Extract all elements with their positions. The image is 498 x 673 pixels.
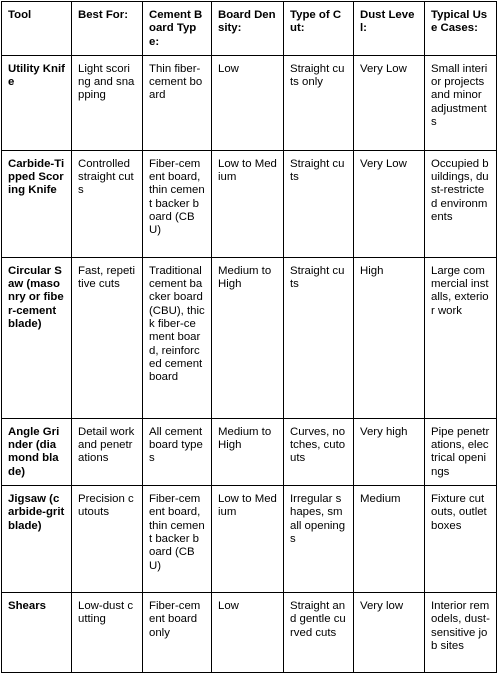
dust-level-cell: Very low (354, 593, 425, 673)
header-use-cases: Typical Use Cases: (425, 2, 497, 56)
use-cases-cell: Large commercial installs, exterior work (425, 257, 497, 418)
dust-level-cell: High (354, 257, 425, 418)
table-row (2, 486, 497, 593)
dust-level-cell: Medium (354, 486, 425, 593)
header-board-type: Cement Board Type: (143, 2, 212, 56)
table-row (2, 593, 497, 673)
best-for-cell: Controlled straight cuts (72, 150, 143, 257)
header-dust-level: Dust Level: (354, 2, 425, 56)
board-density-cell: Low (212, 593, 284, 673)
use-cases-cell: Pipe penetrations, electrical openings (425, 418, 497, 485)
dust-level-cell: Very high (354, 418, 425, 485)
board-type-cell: Traditional cement backer board (CBU), thick fiber-cement board, reinforced cement board (143, 257, 212, 418)
board-density-cell: Medium to High (212, 418, 284, 485)
board-density-cell: Low to Medium (212, 150, 284, 257)
dust-level-cell: Very Low (354, 150, 425, 257)
use-cases-cell: Occupied buildings, dust-restricted environments (425, 150, 497, 257)
best-for-cell: Detail work and penetrations (72, 418, 143, 485)
use-cases-cell: Fixture cutouts, outlet boxes (425, 486, 497, 593)
header-type-of-cut: Type of Cut: (284, 2, 354, 56)
board-type-cell: Thin fiber-cement board (143, 55, 212, 150)
header-tool: Tool (2, 2, 72, 56)
type-of-cut-cell: Straight cuts (284, 257, 354, 418)
tool-cell: Circular Saw (masonry or fiber-cement blade) (2, 257, 72, 418)
use-cases-cell: Small interior projects and minor adjustments (425, 55, 497, 150)
board-density-cell: Low to Medium (212, 486, 284, 593)
best-for-cell: Low-dust cutting (72, 593, 143, 673)
type-of-cut-cell: Irregular shapes, small openings (284, 486, 354, 593)
best-for-cell: Precision cutouts (72, 486, 143, 593)
type-of-cut-cell: Straight cuts (284, 150, 354, 257)
cutting-tools-table (1, 1, 497, 673)
board-density-cell: Low (212, 55, 284, 150)
best-for-cell: Fast, repetitive cuts (72, 257, 143, 418)
type-of-cut-cell: Straight and gentle curved cuts (284, 593, 354, 673)
tool-cell: Utility Knife (2, 55, 72, 150)
type-of-cut-cell: Straight cuts only (284, 55, 354, 150)
header-best-for: Best For: (72, 2, 143, 56)
board-density-cell: Medium to High (212, 257, 284, 418)
board-type-cell: Fiber-cement board only (143, 593, 212, 673)
use-cases-cell: Interior remodels, dust-sensitive job sites (425, 593, 497, 673)
table-row (2, 418, 497, 485)
table-row (2, 55, 497, 150)
header-board-density: Board Density: (212, 2, 284, 56)
tool-cell: Shears (2, 593, 72, 673)
dust-level-cell: Very Low (354, 55, 425, 150)
best-for-cell: Light scoring and snapping (72, 55, 143, 150)
board-type-cell: All cement board types (143, 418, 212, 485)
board-type-cell: Fiber-cement board, thin cement backer board (CBU) (143, 150, 212, 257)
tool-cell: Carbide-Tipped Scoring Knife (2, 150, 72, 257)
tool-cell: Jigsaw (carbide-grit blade) (2, 486, 72, 593)
type-of-cut-cell: Curves, notches, cutouts (284, 418, 354, 485)
board-type-cell: Fiber-cement board, thin cement backer board (CBU) (143, 486, 212, 593)
header-row (2, 2, 497, 56)
table-row (2, 150, 497, 257)
table-row (2, 257, 497, 418)
tool-cell: Angle Grinder (diamond blade) (2, 418, 72, 485)
